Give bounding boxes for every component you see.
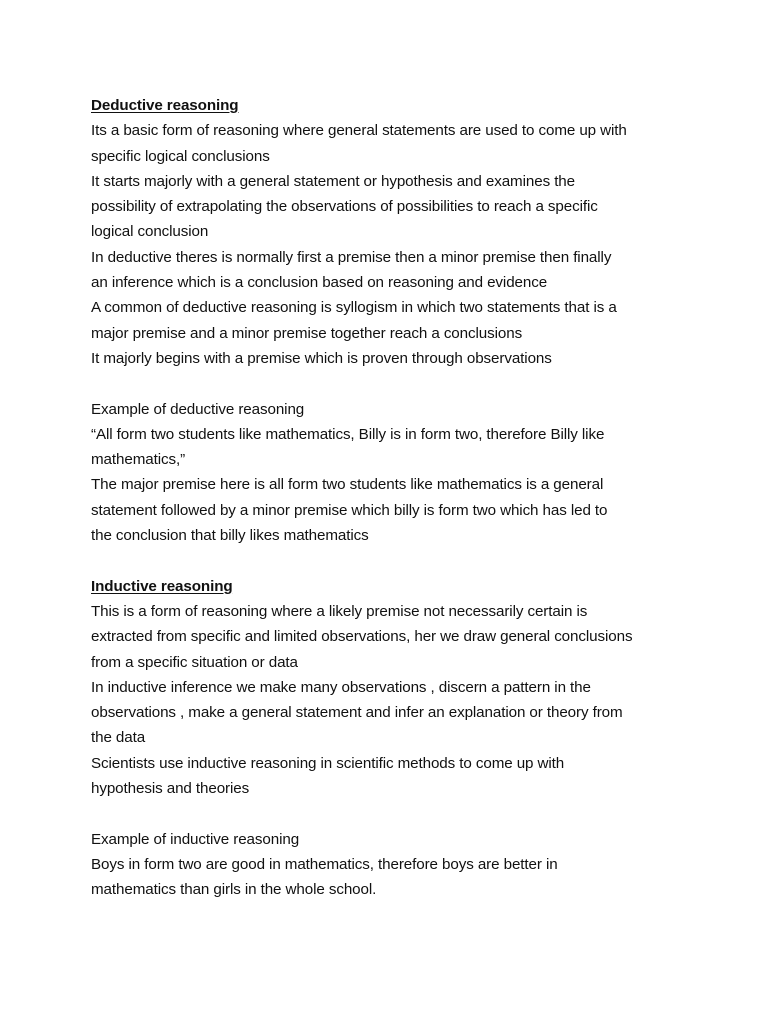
paragraph-line: the conclusion that billy likes mathematics xyxy=(91,527,369,545)
paragraph-line: A common of deductive reasoning is syllogism in which two statements that is a xyxy=(91,299,617,317)
document-body xyxy=(91,93,691,903)
paragraph-line: mathematics,” xyxy=(91,451,186,469)
paragraph-line: hypothesis and theories xyxy=(91,780,250,798)
paragraph-line: Scientists use inductive reasoning in scientific methods to come up with xyxy=(91,754,565,772)
paragraph-line: specific logical conclusions xyxy=(91,147,270,165)
paragraph-line: Boys in form two are good in mathematics, therefore boys are better in xyxy=(91,855,558,873)
deductive-example-section xyxy=(91,397,691,549)
blank-line xyxy=(91,548,691,573)
paragraph-line: from a specific situation or data xyxy=(91,653,298,671)
paragraph-line: extracted from specific and limited observations, her we draw general conclusions xyxy=(91,628,633,646)
paragraph-line: Its a basic form of reasoning where general statements are used to come up with xyxy=(91,122,627,140)
paragraph-line: This is a form of reasoning where a likely premise not necessarily certain is xyxy=(91,602,588,620)
deductive-example-heading: Example of deductive reasoning xyxy=(91,400,305,418)
paragraph-line: In deductive theres is normally first a premise then a minor premise then finally xyxy=(91,248,612,266)
paragraph-line: possibility of extrapolating the observations of possibilities to reach a specific xyxy=(91,198,598,216)
paragraph-line: the data xyxy=(91,729,146,747)
deductive-heading: Deductive reasoning xyxy=(91,97,239,114)
paragraph-line: logical conclusion xyxy=(91,223,209,241)
inductive-section xyxy=(91,574,691,802)
inductive-example-heading: Example of inductive reasoning xyxy=(91,830,300,848)
paragraph-line: an inference which is a conclusion based on reasoning and evidence xyxy=(91,274,548,292)
inductive-heading: Inductive reasoning xyxy=(91,577,233,595)
inductive-example-section xyxy=(91,827,691,903)
paragraph-line: mathematics than girls in the whole school. xyxy=(91,881,377,899)
paragraph-line: observations , make a general statement and infer an explanation or theory from xyxy=(91,704,623,722)
paragraph-line: It starts majorly with a general statement or hypothesis and examines the xyxy=(91,172,576,190)
paragraph-line: It majorly begins with a premise which is proven through observations xyxy=(91,349,552,367)
blank-line xyxy=(91,371,691,396)
blank-line xyxy=(91,801,691,826)
deductive-section xyxy=(91,93,691,371)
paragraph-line: The major premise here is all form two students like mathematics is a general xyxy=(91,476,604,494)
paragraph-line: major premise and a minor premise together reach a conclusions xyxy=(91,324,523,342)
paragraph-line: statement followed by a minor premise which billy is form two which has led to xyxy=(91,501,608,519)
paragraph-line: “All form two students like mathematics, Billy is in form two, therefore Billy like xyxy=(91,425,605,443)
paragraph-line: In inductive inference we make many observations , discern a pattern in the xyxy=(91,678,591,696)
